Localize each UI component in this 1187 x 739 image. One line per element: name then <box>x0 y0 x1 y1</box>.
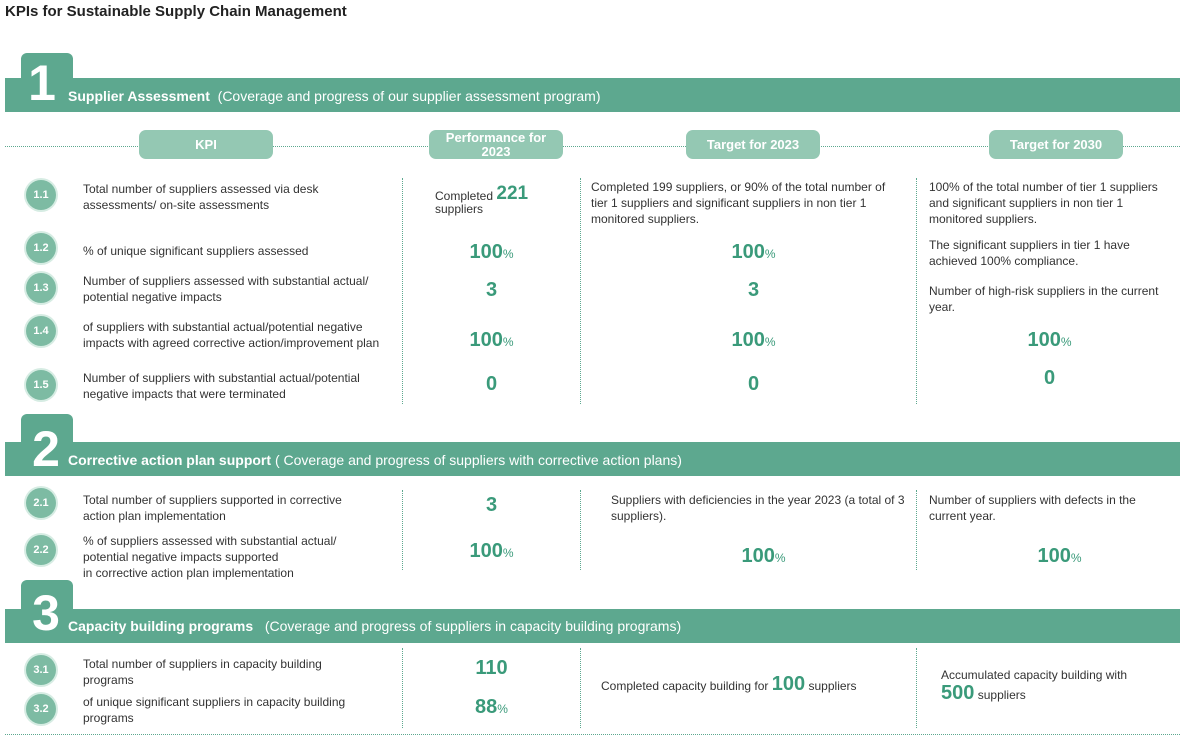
perf-3-1-value: 110 <box>475 657 508 679</box>
kpi-badge-1-5: 1.5 <box>26 370 56 400</box>
target2030-1-5 <box>961 367 1138 390</box>
perf-2-2-unit: % <box>502 546 514 560</box>
target2023-3-prefix: Completed capacity building for <box>601 679 769 693</box>
target2030-1-4-value: 100 <box>1027 329 1061 351</box>
section-1-subtitle: (Coverage and progress of our supplier assessment program) <box>217 88 601 104</box>
target2023-1-5 <box>665 373 842 396</box>
perf-1-1-suffix: suppliers <box>435 202 484 216</box>
perf-1-3-value: 3 <box>485 279 498 301</box>
perf-3-1 <box>403 657 580 680</box>
kpi-badge-1-1: 1.1 <box>26 180 56 210</box>
section-2-subtitle: ( Coverage and progress of suppliers with corrective action plans) <box>274 452 682 468</box>
divider <box>916 178 917 404</box>
target2023-1-2 <box>665 241 842 264</box>
target2023-section-3 <box>601 673 911 695</box>
kpi-badge-3-2: 3.2 <box>26 694 56 724</box>
kpi-2-2-line2: potential negative impacts supported <box>83 550 279 564</box>
target2023-2-2-value: 100 <box>741 545 775 567</box>
perf-1-3 <box>403 279 580 302</box>
header-target-2023: Target for 2023 <box>686 130 820 159</box>
target2030-1-4 <box>961 329 1138 352</box>
target2030-3-suffix: suppliers <box>977 688 1026 702</box>
perf-2-2-value: 100 <box>469 540 503 562</box>
target2023-1-2-value: 100 <box>731 241 765 263</box>
kpi-2-1: Total number of suppliers supported in corrective action plan implementation <box>83 493 342 523</box>
section-1-title-text: Supplier Assessment <box>68 88 210 104</box>
target2023-1-5-value: 0 <box>747 373 760 395</box>
target2023-1-4-value: 100 <box>731 329 765 351</box>
perf-1-4-value: 100 <box>469 329 503 351</box>
kpi-1-3: Number of suppliers assessed with substantial actual/ potential negative impacts <box>83 274 369 304</box>
target2023-2-1: Suppliers with deficiencies in the year 2023 (a total of 3 suppliers). <box>611 493 905 523</box>
target2030-1-4-unit: % <box>1060 335 1072 349</box>
divider <box>580 490 581 570</box>
perf-1-2-unit: % <box>502 247 514 261</box>
kpi-badge-1-4: 1.4 <box>26 316 56 346</box>
perf-2-1 <box>403 494 580 517</box>
kpi-2-2-line3: in corrective action plan implementation <box>83 566 294 580</box>
perf-3-2-unit: % <box>497 702 508 716</box>
kpi-3-2: of unique significant suppliers in capacity building programs <box>83 695 346 725</box>
kpi-badge-1-2: 1.2 <box>26 233 56 263</box>
kpi-1-2: % of unique significant suppliers assessed <box>83 244 309 258</box>
kpi-2-2 <box>83 533 393 581</box>
target2030-2-2 <box>971 545 1148 568</box>
header-kpi: KPI <box>139 130 273 159</box>
target2023-3-value: 100 <box>771 673 806 695</box>
perf-1-4-unit: % <box>502 335 514 349</box>
section-3-number: 3 <box>32 585 60 641</box>
target2023-1-1: Completed 199 suppliers, or 90% of the total number of tier 1 suppliers and significant suppliers in non tier 1 monitored suppliers. <box>591 180 886 226</box>
header-target-2030: Target for 2030 <box>989 130 1123 159</box>
kpi-1-5: Number of suppliers with substantial actual/potential negative impacts that were terminated <box>83 371 360 401</box>
kpi-1-4: of suppliers with substantial actual/potential negative impacts with agreed corrective action/improvement plan <box>83 320 380 350</box>
target2023-3-suffix: suppliers <box>808 679 857 693</box>
divider <box>916 490 917 570</box>
kpi-2-2-line1: % of suppliers assessed with substantial actual/ <box>83 534 337 548</box>
divider <box>916 648 917 728</box>
target2023-1-4-unit: % <box>764 335 776 349</box>
target2023-2-2 <box>675 545 852 568</box>
perf-2-1-value: 3 <box>485 494 498 516</box>
perf-1-1-prefix: Completed <box>435 189 494 203</box>
kpi-badge-3-1: 3.1 <box>26 655 56 685</box>
section-3-subtitle: (Coverage and progress of suppliers in capacity building programs) <box>264 618 682 634</box>
perf-1-5 <box>403 373 580 396</box>
perf-1-4 <box>403 329 580 352</box>
target2030-1-1: 100% of the total number of tier 1 suppliers and significant suppliers in non tier 1 monitored suppliers. <box>929 180 1158 226</box>
target2030-1-3: Number of high-risk suppliers in the current year. <box>929 284 1159 314</box>
target2030-1-2: The significant suppliers in tier 1 have achieved 100% compliance. <box>929 238 1130 268</box>
kpi-1-1: Total number of suppliers assessed via desk assessments/ on-site assessments <box>83 182 319 212</box>
section-1-title <box>68 88 601 104</box>
perf-1-1-value: 221 <box>496 183 529 204</box>
header-performance-2023: Performance for 2023 <box>429 130 563 159</box>
page-title: KPIs for Sustainable Supply Chain Management <box>5 3 347 20</box>
perf-3-2 <box>403 696 580 719</box>
section-2-title <box>68 452 682 468</box>
target2023-2-2-unit: % <box>774 551 786 565</box>
target2030-section-3 <box>941 667 1171 703</box>
section-3-title-text: Capacity building programs <box>68 618 254 634</box>
kpi-badge-2-2: 2.2 <box>26 535 56 565</box>
target2030-3-prefix: Accumulated capacity building with <box>941 668 1128 682</box>
perf-1-2-value: 100 <box>469 241 503 263</box>
target2030-2-2-value: 100 <box>1037 545 1071 567</box>
section-3-title <box>68 618 681 634</box>
target2030-3-value: 500 <box>941 682 975 704</box>
section-2-number: 2 <box>32 421 60 477</box>
target2030-1-5-value: 0 <box>1043 367 1056 389</box>
perf-2-2 <box>403 540 580 563</box>
target2030-2-2-unit: % <box>1070 551 1082 565</box>
target2023-1-2-unit: % <box>764 247 776 261</box>
kpi-3-1: Total number of suppliers in capacity building programs <box>83 657 322 687</box>
target2023-1-4 <box>665 329 842 352</box>
target2030-2-1: Number of suppliers with defects in the current year. <box>929 493 1136 523</box>
perf-3-2-value: 88 <box>475 696 498 718</box>
perf-1-2 <box>403 241 580 264</box>
kpi-badge-1-3: 1.3 <box>26 273 56 303</box>
target2023-1-3 <box>665 279 842 302</box>
kpi-badge-2-1: 2.1 <box>26 488 56 518</box>
perf-1-1 <box>435 183 585 216</box>
target2023-1-3-value: 3 <box>747 279 760 301</box>
section-2-title-text: Corrective action plan support <box>68 452 272 468</box>
perf-1-5-value: 0 <box>485 373 498 395</box>
section-1-number: 1 <box>28 55 56 111</box>
bottom-dotted-line <box>5 734 1180 735</box>
divider <box>580 648 581 728</box>
